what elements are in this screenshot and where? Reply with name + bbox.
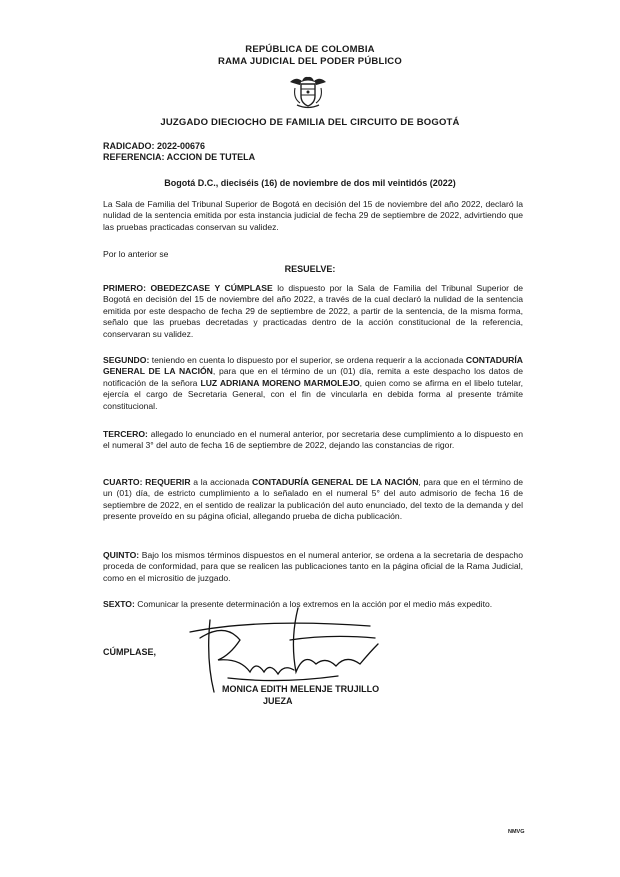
country-heading: REPÚBLICA DE COLOMBIA bbox=[245, 44, 375, 55]
cuarto-entity: CONTADURÍA GENERAL DE LA NACIÓN bbox=[251, 477, 419, 487]
segundo-person: LUZ ADRIANA MORENO MARMOLEJO bbox=[200, 377, 360, 388]
coat-of-arms-seal bbox=[286, 72, 330, 110]
branch-heading: RAMA JUDICIAL DEL PODER PÚBLICO bbox=[218, 56, 402, 67]
footer-initials: NMVG bbox=[508, 829, 525, 835]
signer-title: JUEZA bbox=[263, 696, 293, 706]
date-line: Bogotá D.C., dieciséis (16) de noviembre de dos mil veintidós (2022) bbox=[164, 178, 456, 188]
cumplase-text: CÚMPLASE, bbox=[103, 647, 157, 657]
tercero-text: allegado lo enunciado en el numeral anterior, por secretaria dese cumplimiento a lo dispuesto en el numeral 3° del auto de fecha 16 de septiembre de 2022, dejando las constancias de rigor. bbox=[103, 429, 523, 451]
segundo-entity: CONTADURÍA GENERAL DE LA NACIÓN bbox=[103, 355, 523, 377]
referencia-line: REFERENCIA: ACCION DE TUTELA bbox=[103, 152, 256, 162]
handwritten-signature bbox=[170, 600, 400, 695]
radicado-line: RADICADO: 2022-00676 bbox=[103, 141, 206, 151]
segundo-label: SEGUNDO: bbox=[103, 355, 150, 365]
primero-label: PRIMERO: OBEDEZCASE Y CÚMPLASE bbox=[103, 283, 273, 293]
sexto-text: Comunicar la presente determinación a los extremos en la acción por el medio más expedito. bbox=[134, 599, 493, 609]
resuelve-heading: RESUELVE: bbox=[284, 264, 336, 274]
tercero-label: TERCERO: bbox=[103, 429, 148, 439]
segundo-text-2: , para que en el término de un (01) día, remita a este despacho los datos de notificación de la señora bbox=[103, 366, 523, 388]
cuarto-text-2: , para que en el término de un (01) día, de estricto cumplimiento a lo señalado en el numeral 5° del auto admisorio de fecha 16 de septiembre de 2022, en el sentido de realizar la publicación del auto enunciado, del texto de la demanda y del presente proveído en su página oficial, allegando prueba de dicha publicación. bbox=[103, 477, 523, 522]
primero-paragraph bbox=[103, 283, 523, 340]
intro-paragraph: La Sala de Familia del Tribunal Superior de Bogotá en decisión del 15 de noviembre del año 2022, declaró la nulidad de la sentencia emitida por esta instancia judicial de fecha 29 de septiembre de 2022, advirtiendo que las pruebas practicadas conservan su validez. bbox=[103, 199, 523, 232]
segundo-paragraph bbox=[103, 355, 523, 412]
signer-name: MONICA EDITH MELENJE TRUJILLO bbox=[222, 684, 380, 694]
cuarto-paragraph bbox=[103, 477, 523, 523]
quinto-text: Bajo los mismos términos dispuestos en el numeral anterior, se ordena a la secretaria de despacho proceda de conformidad, para que se realicen las publicaciones tanto en la página oficial de la Rama Judicial, como en el micrositio de juzgado. bbox=[103, 550, 523, 583]
primero-text: lo dispuesto por la Sala de Familia del Tribunal Superior de Bogotá en decisión del 15 de noviembre del año 2022, a través de la cual declaró la nulidad de la sentencia emitida por este despacho de fecha 29 de septiembre de 2022, a partir de la sentencia, de la misma forma, señalo que las pruebas decretadas y practicadas dentro de la acción constitucional de la referencia, conservaran su validez. bbox=[103, 283, 524, 339]
quinto-paragraph bbox=[103, 550, 523, 584]
cuarto-text-1: a la accionada bbox=[190, 477, 252, 487]
tercero-paragraph bbox=[103, 429, 523, 452]
cuarto-label: CUARTO: REQUERIR bbox=[103, 477, 191, 487]
court-heading: JUZGADO DIECIOCHO DE FAMILIA DEL CIRCUITO DE BOGOTÁ bbox=[160, 117, 460, 128]
segundo-text-1: teniendo en cuenta lo dispuesto por el superior, se ordena requerir a la accionada bbox=[149, 355, 466, 365]
quinto-label: QUINTO: bbox=[103, 550, 140, 560]
por-lo-anterior-text: Por lo anterior se bbox=[103, 249, 169, 259]
segundo-text-3: , quien como se afirma en el libelo tutelar, ejercía el cargo de Secretaria General, con el fin de vincularla en debida forma al presente trámite constitucional. bbox=[103, 377, 523, 411]
sexto-label: SEXTO: bbox=[103, 599, 135, 609]
